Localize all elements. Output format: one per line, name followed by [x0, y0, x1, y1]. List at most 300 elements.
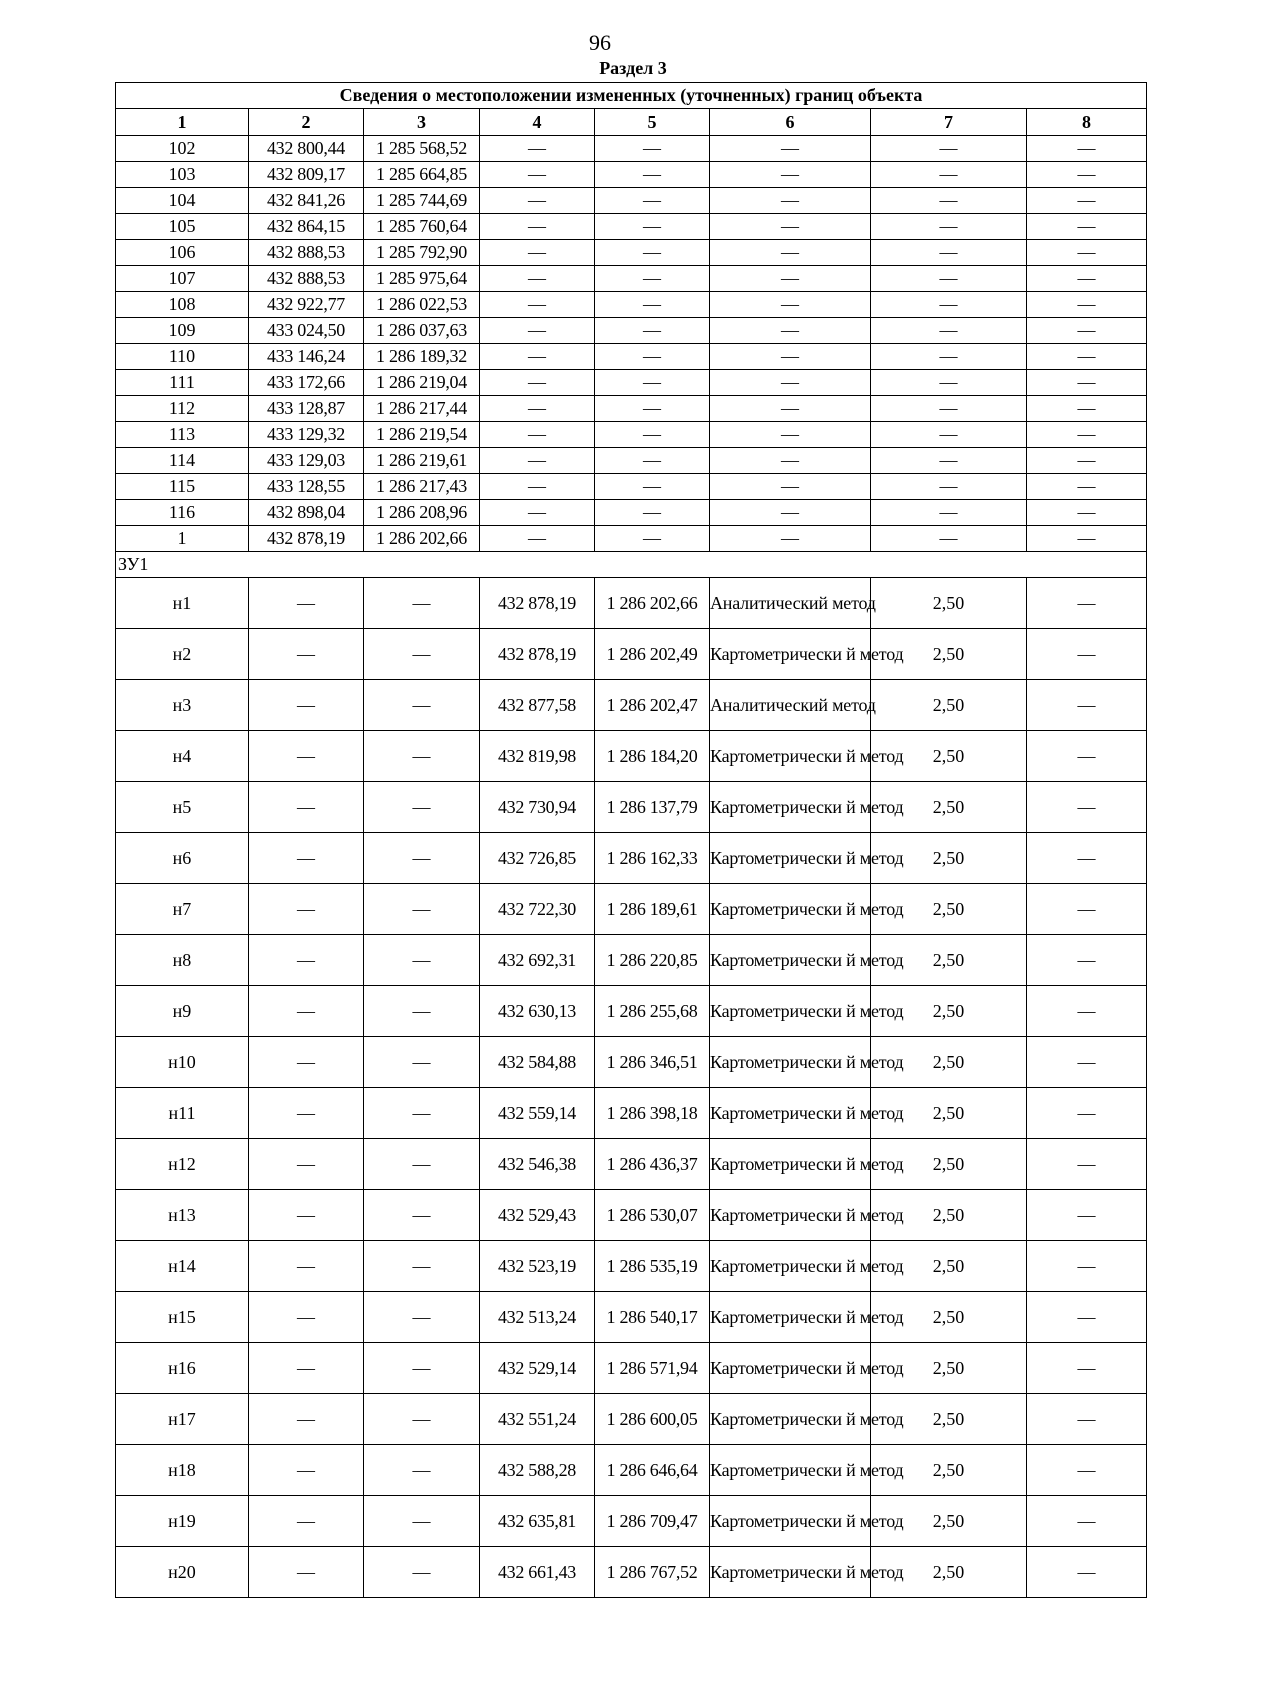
table-cell: 432 878,19 — [480, 629, 595, 680]
table-cell: — — [595, 474, 710, 500]
table-row — [116, 240, 1147, 266]
table-cell: 1 286 767,52 — [595, 1547, 710, 1598]
table-cell: — — [364, 986, 480, 1037]
table-cell: — — [364, 1088, 480, 1139]
table-cell: — — [871, 344, 1027, 370]
zone-row — [116, 552, 1147, 578]
table-cell: 114 — [116, 448, 249, 474]
table-cell: — — [1027, 1088, 1147, 1139]
section-title: Раздел 3 — [599, 58, 667, 78]
table-cell: — — [1027, 266, 1147, 292]
table-cell: 432 584,88 — [480, 1037, 595, 1088]
table-cell: — — [249, 629, 364, 680]
table-cell: — — [364, 1241, 480, 1292]
table-cell: 433 024,50 — [249, 318, 364, 344]
table-cell: — — [710, 474, 871, 500]
table-cell: — — [249, 782, 364, 833]
table-cell: 1 286 219,61 — [364, 448, 480, 474]
table-cell: 2,50 — [871, 833, 1027, 884]
table-row — [116, 1139, 1147, 1190]
page-number: 96 — [589, 30, 611, 55]
table-cell: — — [595, 240, 710, 266]
table-cell: 432 922,77 — [249, 292, 364, 318]
method-cell: Картометрически й метод — [710, 782, 871, 833]
table-cell: — — [1027, 422, 1147, 448]
method-cell: Картометрически й метод — [710, 1292, 871, 1343]
table-cell: н4 — [116, 731, 249, 782]
table-cell: 432 588,28 — [480, 1445, 595, 1496]
table-header-row — [116, 109, 1147, 136]
column-header: 7 — [871, 109, 1027, 136]
table-cell: 107 — [116, 266, 249, 292]
table-cell: н5 — [116, 782, 249, 833]
table-cell: 432 888,53 — [249, 266, 364, 292]
table-cell: 432 864,15 — [249, 214, 364, 240]
table-cell: — — [1027, 162, 1147, 188]
table-cell: — — [1027, 935, 1147, 986]
table-row — [116, 1343, 1147, 1394]
table-row — [116, 1241, 1147, 1292]
table-cell: — — [710, 136, 871, 162]
table-cell: — — [595, 422, 710, 448]
table-cell: — — [595, 292, 710, 318]
table-caption: Сведения о местоположении измененных (уточненных) границ объекта — [116, 83, 1147, 109]
table-cell: — — [364, 1547, 480, 1598]
table-cell: 432 898,04 — [249, 500, 364, 526]
table-cell: 1 285 792,90 — [364, 240, 480, 266]
table-cell: 2,50 — [871, 986, 1027, 1037]
table-cell: н2 — [116, 629, 249, 680]
table-cell: — — [595, 344, 710, 370]
method-cell: Картометрически й метод — [710, 1088, 871, 1139]
table-cell: — — [364, 1445, 480, 1496]
table-cell: — — [480, 292, 595, 318]
table-cell: — — [1027, 292, 1147, 318]
table-caption-row — [116, 83, 1147, 109]
column-header: 4 — [480, 109, 595, 136]
table-cell: — — [480, 500, 595, 526]
table-cell: — — [1027, 578, 1147, 629]
table-cell: — — [364, 1343, 480, 1394]
table-cell: 116 — [116, 500, 249, 526]
table-cell: — — [710, 422, 871, 448]
table-cell: — — [871, 162, 1027, 188]
table-cell: н17 — [116, 1394, 249, 1445]
table-cell: 1 286 217,43 — [364, 474, 480, 500]
table-row — [116, 370, 1147, 396]
table-cell: 1 286 398,18 — [595, 1088, 710, 1139]
table-cell: — — [871, 370, 1027, 396]
table-cell: 432 692,31 — [480, 935, 595, 986]
table-cell: 432 722,30 — [480, 884, 595, 935]
table-cell: н11 — [116, 1088, 249, 1139]
table-cell: — — [1027, 680, 1147, 731]
zone-label: ЗУ1 — [116, 552, 1147, 578]
table-cell: 1 286 037,63 — [364, 318, 480, 344]
table-cell: 1 285 760,64 — [364, 214, 480, 240]
table-cell: 1 286 535,19 — [595, 1241, 710, 1292]
table-row — [116, 1088, 1147, 1139]
table-cell: — — [249, 1445, 364, 1496]
table-cell: н13 — [116, 1190, 249, 1241]
table-cell: — — [364, 782, 480, 833]
table-cell: — — [1027, 448, 1147, 474]
table-cell: 1 286 202,49 — [595, 629, 710, 680]
table-cell: — — [1027, 136, 1147, 162]
table-cell: — — [710, 396, 871, 422]
table-cell: — — [364, 680, 480, 731]
method-cell: Картометрически й метод — [710, 833, 871, 884]
table-cell: 1 286 022,53 — [364, 292, 480, 318]
table-cell: н3 — [116, 680, 249, 731]
table-cell: — — [249, 1496, 364, 1547]
table-cell: — — [710, 292, 871, 318]
table-cell: 1 286 219,54 — [364, 422, 480, 448]
table-cell: — — [1027, 500, 1147, 526]
table-cell: н10 — [116, 1037, 249, 1088]
table-cell: н20 — [116, 1547, 249, 1598]
table-cell: — — [249, 731, 364, 782]
table-cell: — — [364, 884, 480, 935]
table-cell: 2,50 — [871, 1190, 1027, 1241]
table-row — [116, 500, 1147, 526]
table-cell: н16 — [116, 1343, 249, 1394]
table-cell: — — [249, 1394, 364, 1445]
table-cell: — — [364, 1139, 480, 1190]
table-cell: — — [249, 1547, 364, 1598]
table-cell: 106 — [116, 240, 249, 266]
column-header: 5 — [595, 109, 710, 136]
table-cell: — — [710, 266, 871, 292]
table-cell: — — [249, 1037, 364, 1088]
table-cell: — — [1027, 884, 1147, 935]
table-cell: — — [249, 1292, 364, 1343]
table-cell: 432 529,43 — [480, 1190, 595, 1241]
table-cell: — — [480, 240, 595, 266]
table-cell: — — [364, 731, 480, 782]
table-cell: 111 — [116, 370, 249, 396]
table-cell: 2,50 — [871, 935, 1027, 986]
table-cell: 1 286 436,37 — [595, 1139, 710, 1190]
table-cell: — — [1027, 370, 1147, 396]
table-cell: — — [249, 1241, 364, 1292]
table-cell: 432 661,43 — [480, 1547, 595, 1598]
table-cell: — — [871, 318, 1027, 344]
table-cell: — — [871, 240, 1027, 266]
table-cell: — — [1027, 526, 1147, 552]
table-cell: — — [595, 396, 710, 422]
table-cell: — — [480, 162, 595, 188]
column-header: 8 — [1027, 109, 1147, 136]
table-cell: 2,50 — [871, 1037, 1027, 1088]
method-cell: Картометрически й метод — [710, 1343, 871, 1394]
table-cell: — — [249, 1190, 364, 1241]
table-cell: — — [595, 448, 710, 474]
table-cell: 2,50 — [871, 1292, 1027, 1343]
table-cell: 2,50 — [871, 680, 1027, 731]
table-row — [116, 833, 1147, 884]
table-cell: — — [1027, 731, 1147, 782]
table-cell: — — [1027, 986, 1147, 1037]
table-cell: — — [595, 318, 710, 344]
table-cell: 433 172,66 — [249, 370, 364, 396]
table-cell: 1 286 530,07 — [595, 1190, 710, 1241]
method-cell: Картометрически й метод — [710, 731, 871, 782]
table-cell: — — [595, 500, 710, 526]
table-row — [116, 292, 1147, 318]
table-cell: 1 286 189,32 — [364, 344, 480, 370]
table-cell: — — [1027, 1445, 1147, 1496]
table-cell: 1 286 137,79 — [595, 782, 710, 833]
table-cell: — — [249, 680, 364, 731]
table-cell: 1 286 709,47 — [595, 1496, 710, 1547]
table-cell: 2,50 — [871, 629, 1027, 680]
table-cell: — — [871, 500, 1027, 526]
table-cell: — — [249, 884, 364, 935]
table-cell: — — [1027, 1037, 1147, 1088]
table-cell: — — [710, 240, 871, 266]
table-cell: н14 — [116, 1241, 249, 1292]
table-cell: 2,50 — [871, 1139, 1027, 1190]
table-cell: — — [1027, 214, 1147, 240]
table-cell: — — [480, 474, 595, 500]
table-cell: 432 546,38 — [480, 1139, 595, 1190]
table-cell: 1 285 744,69 — [364, 188, 480, 214]
table-row — [116, 731, 1147, 782]
table-cell: 1 286 346,51 — [595, 1037, 710, 1088]
table-row — [116, 1037, 1147, 1088]
table-cell: — — [710, 500, 871, 526]
table-cell: — — [1027, 833, 1147, 884]
table-cell: — — [364, 629, 480, 680]
table-cell: 433 129,32 — [249, 422, 364, 448]
table-cell: н6 — [116, 833, 249, 884]
table-cell: — — [364, 1496, 480, 1547]
table-row — [116, 422, 1147, 448]
table-cell: — — [480, 318, 595, 344]
table-cell: — — [1027, 629, 1147, 680]
table-cell: — — [871, 214, 1027, 240]
table-cell: — — [364, 578, 480, 629]
table-cell: — — [871, 292, 1027, 318]
table-cell: 432 635,81 — [480, 1496, 595, 1547]
table-cell: 1 — [116, 526, 249, 552]
table-cell: 2,50 — [871, 578, 1027, 629]
table-cell: — — [480, 266, 595, 292]
table-cell: 109 — [116, 318, 249, 344]
table-cell: — — [871, 136, 1027, 162]
method-cell: Картометрически й метод — [710, 1190, 871, 1241]
table-cell: — — [364, 1037, 480, 1088]
table-cell: н9 — [116, 986, 249, 1037]
table-cell: — — [710, 344, 871, 370]
table-row — [116, 1190, 1147, 1241]
table-cell: 432 551,24 — [480, 1394, 595, 1445]
table-cell: — — [595, 526, 710, 552]
table-cell: — — [595, 266, 710, 292]
table-cell: — — [871, 526, 1027, 552]
table-cell: 1 286 162,33 — [595, 833, 710, 884]
table-cell: 2,50 — [871, 731, 1027, 782]
table-cell: — — [1027, 396, 1147, 422]
table-row — [116, 448, 1147, 474]
table-cell: — — [1027, 240, 1147, 266]
table-cell: — — [480, 396, 595, 422]
table-cell: н7 — [116, 884, 249, 935]
table-row — [116, 1292, 1147, 1343]
table-cell: 110 — [116, 344, 249, 370]
table-cell: — — [871, 266, 1027, 292]
table-cell: 1 286 217,44 — [364, 396, 480, 422]
table-cell: 1 286 220,85 — [595, 935, 710, 986]
table-cell: — — [249, 833, 364, 884]
table-cell: — — [480, 344, 595, 370]
table-cell: — — [480, 448, 595, 474]
table-cell: 433 146,24 — [249, 344, 364, 370]
table-row — [116, 935, 1147, 986]
table-cell: — — [1027, 1190, 1147, 1241]
table-cell: 1 286 184,20 — [595, 731, 710, 782]
table-cell: 1 286 208,96 — [364, 500, 480, 526]
table-row — [116, 782, 1147, 833]
method-cell: Картометрически й метод — [710, 1241, 871, 1292]
table-cell: — — [871, 474, 1027, 500]
table-row — [116, 884, 1147, 935]
table-cell: — — [364, 1190, 480, 1241]
column-header: 3 — [364, 109, 480, 136]
table-cell: — — [249, 935, 364, 986]
table-cell: 1 286 202,66 — [364, 526, 480, 552]
table-row — [116, 396, 1147, 422]
table-cell: 1 286 255,68 — [595, 986, 710, 1037]
table-row — [116, 162, 1147, 188]
table-row — [116, 344, 1147, 370]
table-cell: — — [595, 188, 710, 214]
table-cell: 433 128,55 — [249, 474, 364, 500]
table-cell: — — [1027, 1292, 1147, 1343]
table-cell: 2,50 — [871, 1088, 1027, 1139]
table-cell: 104 — [116, 188, 249, 214]
table-cell: 432 888,53 — [249, 240, 364, 266]
table-cell: — — [249, 986, 364, 1037]
table-cell: — — [480, 188, 595, 214]
table-cell: 432 730,94 — [480, 782, 595, 833]
table-cell: — — [249, 1343, 364, 1394]
table-row — [116, 474, 1147, 500]
table-cell: 432 819,98 — [480, 731, 595, 782]
table-row — [116, 1547, 1147, 1598]
method-cell: Картометрически й метод — [710, 884, 871, 935]
table-cell: — — [871, 396, 1027, 422]
table-cell: — — [249, 578, 364, 629]
table-row — [116, 578, 1147, 629]
table-cell: 115 — [116, 474, 249, 500]
table-cell: — — [1027, 1496, 1147, 1547]
method-cell: Аналитический метод — [710, 680, 871, 731]
table-cell: 432 523,19 — [480, 1241, 595, 1292]
table-cell: — — [710, 318, 871, 344]
table-row — [116, 188, 1147, 214]
table-cell: н15 — [116, 1292, 249, 1343]
table-cell: 2,50 — [871, 1241, 1027, 1292]
table-cell: — — [871, 448, 1027, 474]
table-cell: — — [480, 214, 595, 240]
table-cell: 1 286 189,61 — [595, 884, 710, 935]
table-cell: 432 726,85 — [480, 833, 595, 884]
table-cell: — — [595, 214, 710, 240]
table-cell: — — [1027, 1343, 1147, 1394]
table-cell: 1 286 202,66 — [595, 578, 710, 629]
table-cell: — — [1027, 1139, 1147, 1190]
table-row — [116, 1445, 1147, 1496]
table-row — [116, 266, 1147, 292]
table-cell: 1 286 600,05 — [595, 1394, 710, 1445]
method-cell: Картометрически й метод — [710, 935, 871, 986]
table-cell: 1 286 219,04 — [364, 370, 480, 396]
table-cell: — — [1027, 474, 1147, 500]
table-cell: 2,50 — [871, 782, 1027, 833]
table-cell: 432 800,44 — [249, 136, 364, 162]
table-cell: 1 286 646,64 — [595, 1445, 710, 1496]
table-cell: 1 285 975,64 — [364, 266, 480, 292]
table-cell: 112 — [116, 396, 249, 422]
table-cell: 102 — [116, 136, 249, 162]
table-cell: 432 841,26 — [249, 188, 364, 214]
table-cell: 113 — [116, 422, 249, 448]
table-row — [116, 680, 1147, 731]
table-cell: н19 — [116, 1496, 249, 1547]
boundary-coordinates-table — [115, 82, 1147, 1598]
table-cell: — — [1027, 1394, 1147, 1445]
table-cell: 2,50 — [871, 1496, 1027, 1547]
table-cell: — — [1027, 344, 1147, 370]
table-cell: — — [249, 1088, 364, 1139]
table-cell: 432 809,17 — [249, 162, 364, 188]
table-cell: 105 — [116, 214, 249, 240]
table-cell: 2,50 — [871, 1445, 1027, 1496]
table-cell: 432 513,24 — [480, 1292, 595, 1343]
table-cell: — — [710, 162, 871, 188]
table-cell: — — [710, 448, 871, 474]
column-header: 6 — [710, 109, 871, 136]
table-cell: 1 286 202,47 — [595, 680, 710, 731]
table-cell: — — [364, 833, 480, 884]
table-cell: 2,50 — [871, 1547, 1027, 1598]
method-cell: Картометрически й метод — [710, 1445, 871, 1496]
table-cell: — — [480, 526, 595, 552]
table-cell: 1 286 540,17 — [595, 1292, 710, 1343]
table-row — [116, 214, 1147, 240]
table-cell: — — [364, 1292, 480, 1343]
method-cell: Аналитический метод — [710, 578, 871, 629]
table-cell: 432 878,19 — [249, 526, 364, 552]
method-cell: Картометрически й метод — [710, 1037, 871, 1088]
table-cell: — — [595, 136, 710, 162]
table-cell: — — [480, 370, 595, 396]
method-cell: Картометрически й метод — [710, 1547, 871, 1598]
table-cell: 433 128,87 — [249, 396, 364, 422]
table-cell: н1 — [116, 578, 249, 629]
table-row — [116, 526, 1147, 552]
table-cell: — — [1027, 1547, 1147, 1598]
table-cell: — — [249, 1139, 364, 1190]
table-cell: — — [480, 422, 595, 448]
table-cell: н12 — [116, 1139, 249, 1190]
table-cell: — — [710, 526, 871, 552]
method-cell: Картометрически й метод — [710, 629, 871, 680]
table-cell: — — [364, 935, 480, 986]
table-cell: — — [710, 214, 871, 240]
